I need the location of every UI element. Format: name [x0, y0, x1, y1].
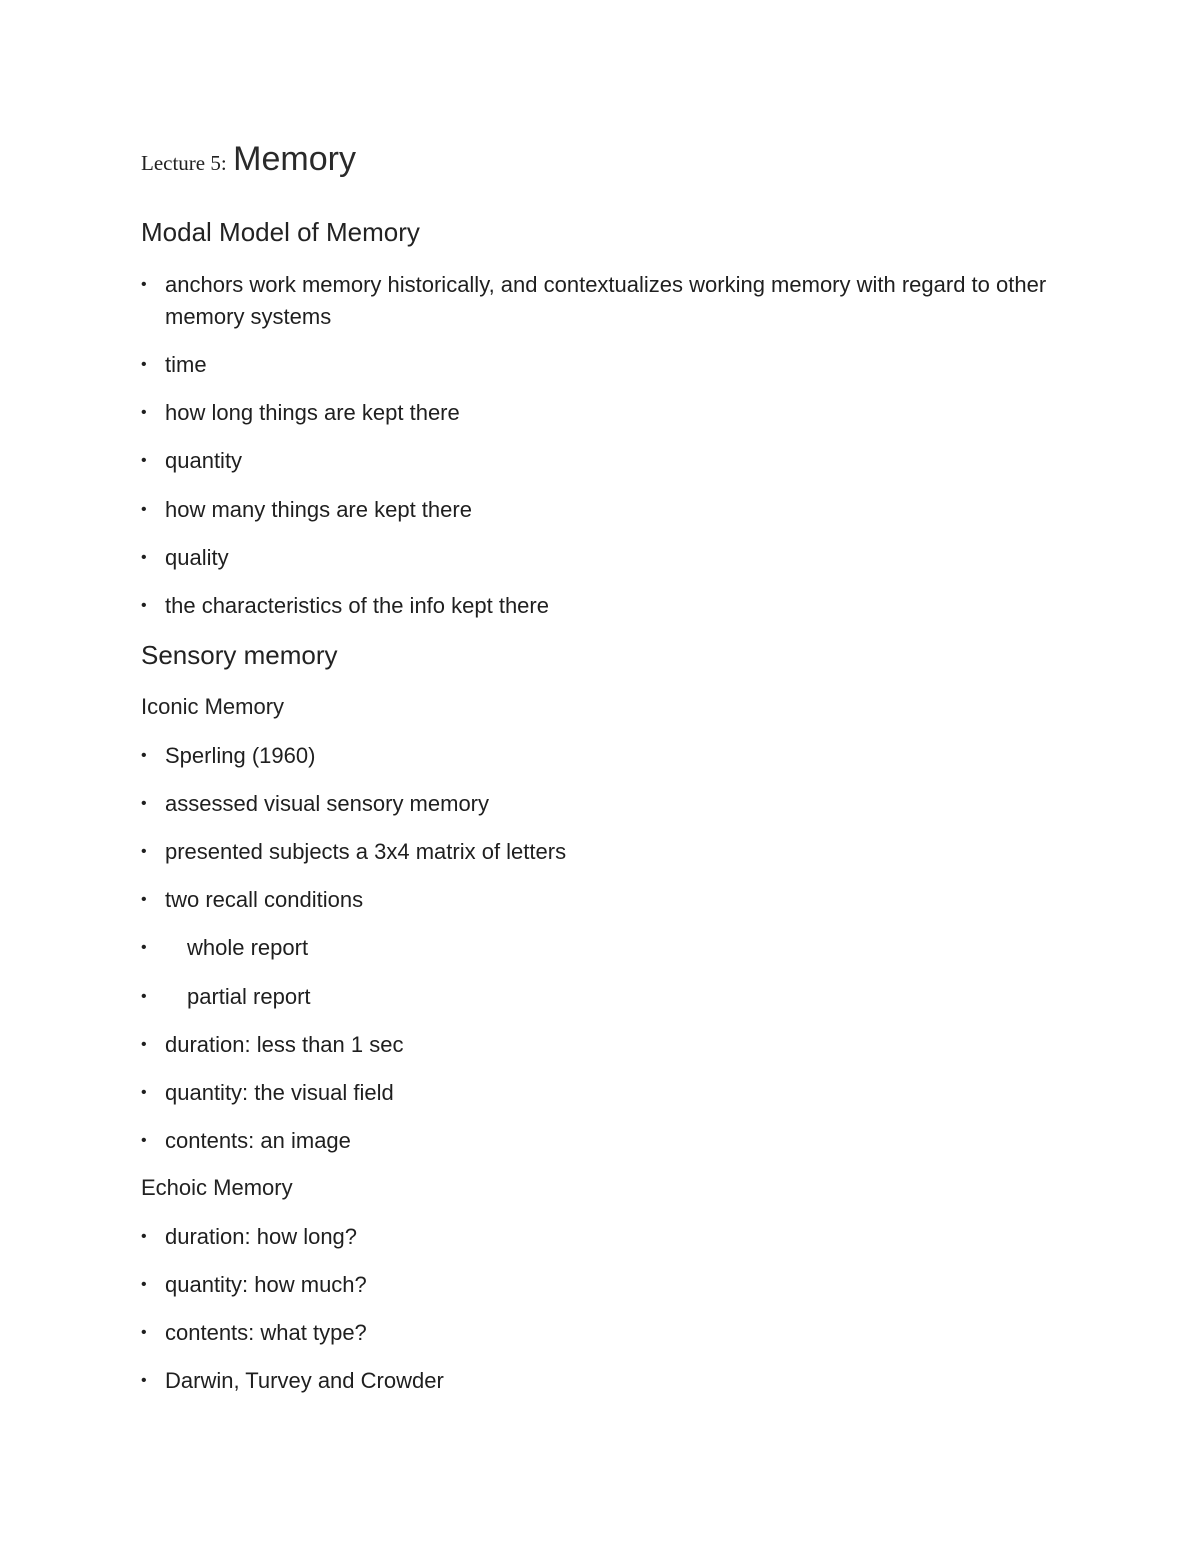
- list-item: [141, 836, 1071, 868]
- list-item-text: the characteristics of the info kept there: [165, 593, 549, 618]
- bullet-icon: •: [141, 1084, 147, 1101]
- list-item-nested: [141, 981, 1071, 1013]
- list-item: [141, 349, 1071, 381]
- bullet-icon: •: [141, 549, 147, 566]
- list-item-text: duration: how long?: [165, 1224, 358, 1249]
- page-title: [141, 140, 356, 179]
- list-item-text: how many things are kept there: [165, 497, 472, 522]
- list-item-text: quantity: how much?: [165, 1272, 367, 1297]
- section-heading-sensory: Sensory memory: [141, 640, 338, 670]
- list-item-text: contents: what type?: [165, 1320, 367, 1345]
- section-heading-modal: Modal Model of Memory: [141, 217, 420, 247]
- list-item: [141, 1365, 1071, 1397]
- list-item: [141, 1125, 1071, 1157]
- title-main: Memory: [233, 140, 356, 178]
- bullet-icon: •: [141, 988, 147, 1005]
- bullet-icon: •: [141, 452, 147, 469]
- list-item-text: partial report: [187, 984, 311, 1009]
- list-item-text: whole report: [187, 935, 309, 960]
- list-item-text: Darwin, Turvey and Crowder: [165, 1368, 444, 1393]
- list-item: [141, 1317, 1071, 1349]
- subheading-echoic: Echoic Memory: [141, 1175, 293, 1200]
- bullet-icon: •: [141, 1228, 147, 1245]
- list-item-text: anchors work memory historically, and contextualizes working memory with regard to other memory systems: [165, 272, 1047, 329]
- bullet-icon: •: [141, 747, 147, 764]
- bullet-icon: •: [141, 1324, 147, 1341]
- bullet-icon: •: [141, 1276, 147, 1293]
- list-item-text: two recall conditions: [165, 887, 364, 912]
- bullet-icon: •: [141, 356, 147, 373]
- bullet-icon: •: [141, 501, 147, 518]
- bullet-icon: •: [141, 939, 147, 956]
- list-item-nested: [141, 932, 1071, 964]
- bullet-icon: •: [141, 891, 147, 908]
- list-item-text: time: [165, 352, 207, 377]
- list-item: [141, 542, 1071, 574]
- list-item: [141, 1269, 1071, 1301]
- list-item: [141, 1029, 1071, 1061]
- bullet-icon: •: [141, 843, 147, 860]
- list-item-text: duration: less than 1 sec: [165, 1032, 404, 1057]
- list-item-text: contents: an image: [165, 1128, 351, 1153]
- list-item-text: Sperling (1960): [165, 743, 316, 768]
- bullet-icon: •: [141, 1036, 147, 1053]
- list-item: [141, 740, 1071, 772]
- list-item: [141, 1221, 1071, 1253]
- bullet-icon: •: [141, 404, 147, 421]
- list-item: [141, 1077, 1071, 1109]
- list-item-text: assessed visual sensory memory: [165, 791, 490, 816]
- title-prefix: Lecture 5:: [141, 151, 227, 175]
- list-item: [141, 445, 1071, 477]
- bullet-icon: •: [141, 795, 147, 812]
- list-item: [141, 269, 1071, 333]
- bullet-icon: •: [141, 597, 147, 614]
- list-item: [141, 494, 1071, 526]
- bullet-icon: •: [141, 276, 147, 293]
- list-item: [141, 590, 1071, 622]
- list-item-text: presented subjects a 3x4 matrix of letters: [165, 839, 567, 864]
- list-item: [141, 788, 1071, 820]
- list-item: [141, 884, 1071, 916]
- list-item-text: quantity: the visual field: [165, 1080, 394, 1105]
- list-item: [141, 397, 1071, 429]
- bullet-icon: •: [141, 1372, 147, 1389]
- list-item-text: how long things are kept there: [165, 400, 460, 425]
- bullet-icon: •: [141, 1132, 147, 1149]
- list-item-text: quantity: [165, 448, 243, 473]
- list-item-text: quality: [165, 545, 229, 570]
- subheading-iconic: Iconic Memory: [141, 694, 285, 719]
